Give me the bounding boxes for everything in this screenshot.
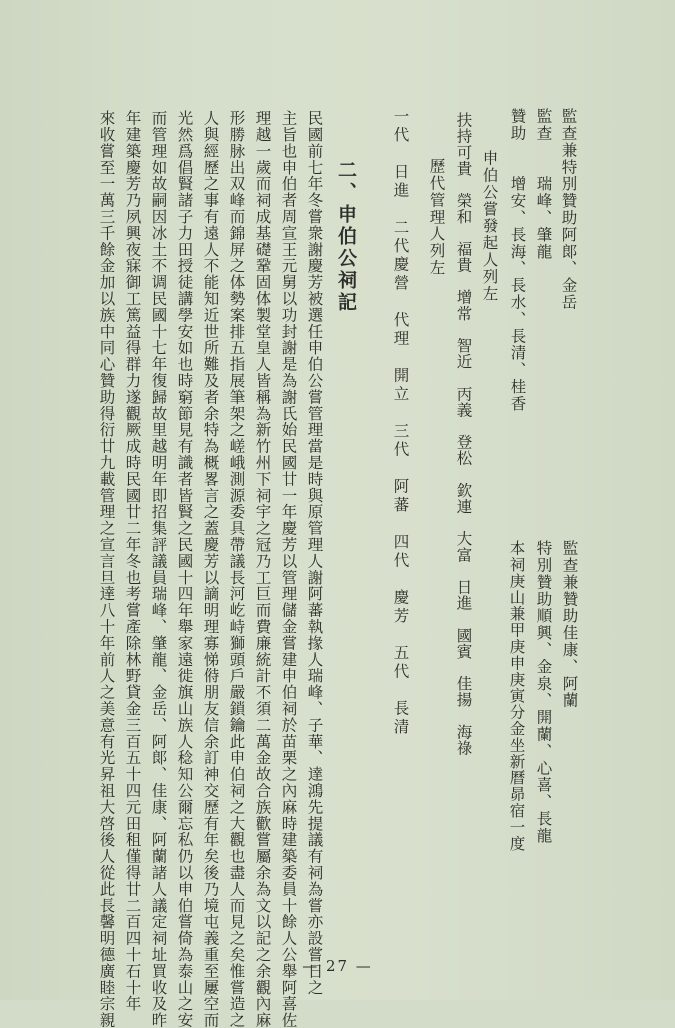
- body-column-2: 主旨也申伯者周宣王元舅以功封謝是為謝氏始民國廿一年慶芳以管理儲金嘗建申伯祠於苗栗之內麻時建築委員十餘人公舉阿喜佐: [279, 110, 298, 1028]
- upper-column-5: 扶持可貴 榮和 福貴 增常 智近 丙義 登松 欽連 大富 日進 國賓 佳揚 海祿: [454, 112, 473, 756]
- body-column-6: 光然爲倡賢諸子力田授徒講學安如也時窮節見有識者皆賢之民國十四年舉家遠徙旗山族人稔知公爾忘私仍以申伯嘗倚為泰山之安: [175, 110, 194, 1028]
- section-title: 二、申伯公祠記: [335, 160, 357, 314]
- upper-column-3: 贊助 增安、長海、長水、長清、桂香: [508, 108, 527, 413]
- body-column-5: 人與經歷之事有遠人不能知近世所難及者余特為概畧言之蓋慶芳以謫明理寡悌偫朋友信余訂神交歷有年矣後乃境屯義重至屢空而: [201, 110, 220, 1028]
- upper-right-column-2: 特別贊助順興、金泉、開蘭、心喜、長龍: [534, 540, 553, 845]
- upper-right-column-3: 本祠庚山兼甲庚申庚寅分金坐新曆昴宿一度: [507, 540, 526, 852]
- upper-column-4: 申伯公嘗發起人列左: [480, 150, 499, 303]
- upper-column-2: 監查 瑞峰、肇龍: [534, 108, 553, 261]
- body-column-1: 民國前七年冬嘗衆謝慶芳被選任申伯公嘗管理當是時與原管理人謝阿蕃執掾人瑞峰、子華、達鴻先提議有祠為嘗亦設嘗日之: [305, 110, 324, 996]
- upper-column-6: 歷代管理人列左: [427, 158, 446, 277]
- page-number: — 27 —: [302, 957, 373, 975]
- body-column-3: 理越一歲而祠成基礎鞏固体製堂皇人皆稱為新竹州下祠宇之冠乃工巨而費廉統計不須二萬金故合族歡嘗屬余為文以記之余觀內麻: [253, 110, 272, 1028]
- upper-column-1: 監查兼特別贊助阿郞、金岳: [559, 108, 578, 311]
- body-column-7: 而管理如故嗣因冰土不调民國十七年復歸故里越明年即招集評議員瑞峰、肇龍、金岳、阿郞、佳康、阿蘭諸人議定祠址買收及昨: [149, 110, 168, 1028]
- upper-column-7: 一代 日進 二代慶營 代理 開立 三代 阿蕃 四代 慶芳 五代 長清: [391, 108, 410, 737]
- body-column-4: 形勝脉出双峰而錦屏之体勢案排五指展筆架之嵯峨測源委具帶議長河屹峙獅頭戶嚴鎖鑰此申伯祠之大觀也盡人而見之矣惟嘗造之: [227, 110, 246, 1028]
- upper-right-column-1: 監查兼贊助佳康、阿蘭: [560, 540, 579, 709]
- body-column-9: 來收嘗至一萬三千餘金加以族中同心贊助得衍廿九載管理之宣言旦達八十年前人之美意有光昇祖大啓後人從此長馨明德廣睦宗親: [97, 110, 116, 1028]
- body-column-8: 年建築慶芳乃夙興夜寐御工篤益得群力遂觀厥成時民國廿二年冬也考嘗產除林野貸金三百五十四元田租僅得廿二百四十石十年: [123, 110, 142, 1012]
